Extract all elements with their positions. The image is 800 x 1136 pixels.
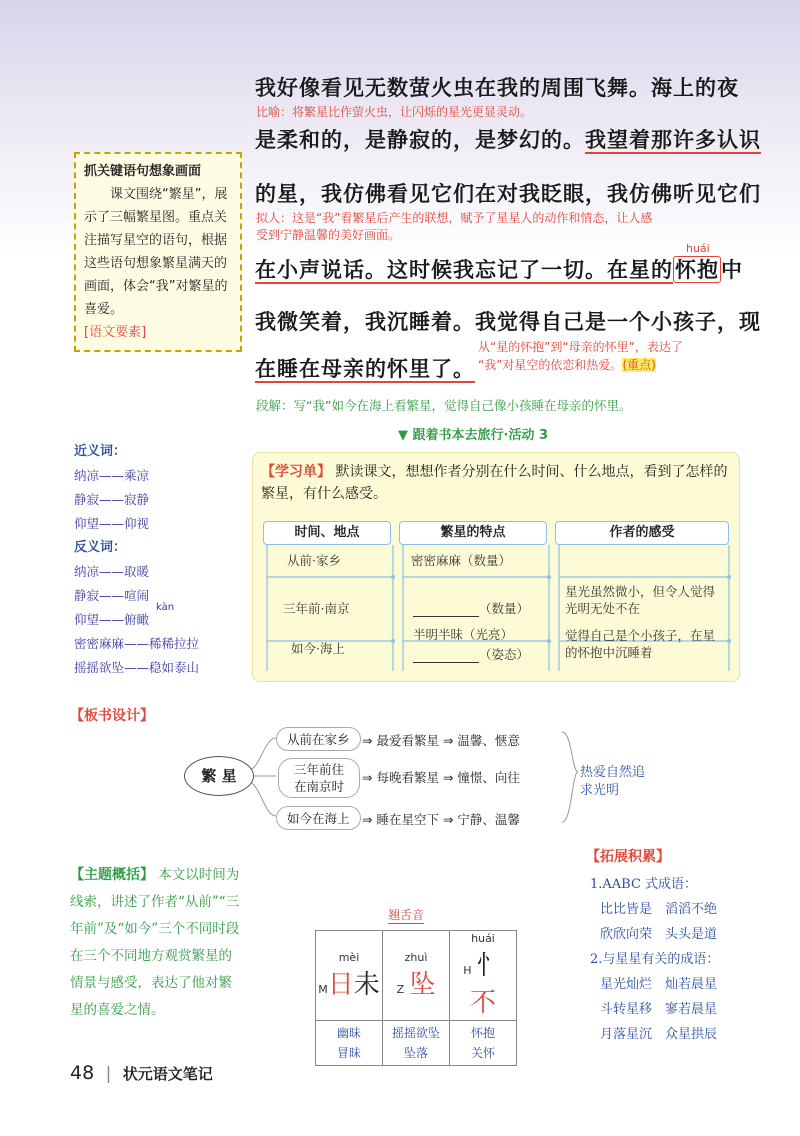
page-number: 48: [70, 1062, 95, 1084]
passage-line-3: 的星，我仿佛看见它们在对我眨眼，我仿佛听见它们: [255, 181, 761, 206]
expand-heading-2: 2.与星星有关的成语：: [590, 952, 720, 967]
idiom-row: [590, 997, 770, 1022]
pron-word: 幽昧: [336, 1026, 361, 1040]
column-header-feature: 繁星的特点: [399, 521, 547, 545]
summary-text: 本文以时间为线索，讲述了作者“从前”“三年前”及“如今”三个不同时段在三个不同地方观赏繁星的情景与感受，表达了他对繁星的喜爱之情。: [70, 867, 240, 1018]
passage-line-1: 我好像看见无数萤火虫在我的周围飞舞。海上的夜: [255, 75, 739, 100]
board-row-a: 从前在家乡: [276, 727, 361, 751]
pron-char-b: 不: [469, 988, 496, 1018]
antonym-item: 纳凉——取暖: [74, 564, 150, 579]
passage-line-6: [255, 353, 475, 383]
pron-word: 坠落: [403, 1046, 428, 1060]
passage-line-6-text: 在睡在母亲的怀里了。: [255, 356, 475, 381]
study-sheet: [252, 452, 740, 682]
row-time: 如今·海上: [291, 641, 345, 656]
sidebar-tag: [语文要素]: [84, 325, 147, 340]
antonym-item-row: [74, 602, 244, 632]
study-label: 【学习单】: [261, 464, 331, 480]
board-conclusion: 热爱自然追求光明: [580, 765, 646, 798]
pron-letter: Z: [396, 982, 405, 996]
passage-line-4: [255, 254, 743, 284]
passage-line-5: 我微笑着，我沉睡着。我觉得自己是一个小孩子，现: [255, 309, 761, 334]
synonym-title: 近义词：: [74, 444, 127, 459]
idiom-item: 欣欣向荣: [600, 927, 653, 942]
row-time: 三年前·南京: [283, 601, 350, 616]
pron-words-cell: [450, 1021, 517, 1066]
idiom-row: [590, 922, 770, 947]
board-row-a: 如今在海上: [276, 806, 361, 830]
study-instruction: 默读课文，想想作者分别在什么时间、什么地点，看到了怎样的繁星，有什么感受。: [261, 464, 728, 502]
travel-title-text: 跟着书本去旅行·活动 3: [412, 428, 549, 443]
expand-label: 【拓展积累】: [586, 849, 670, 865]
pron-cell: [383, 931, 450, 1021]
annotation-key-1: 从“星的怀抱”到“母亲的怀里”，表达了: [478, 340, 683, 354]
word-huaibao: 怀抱: [675, 257, 719, 282]
passage-line-4c: 中: [721, 257, 743, 282]
idiom-item: 寥若晨星: [665, 1002, 718, 1017]
row-feature: 半明半昧（光亮）: [413, 627, 514, 642]
board-row-c: 温馨、惬意: [457, 733, 520, 748]
board-row-c: 宁静、温馨: [457, 812, 520, 827]
footer-divider: |: [105, 1064, 112, 1084]
synonym-item: 纳凉——乘凉: [74, 468, 150, 483]
sidebar-body: 课文围绕“繁星”，展示了三幅繁星图。重点关注描写星空的语句，根据这些语句想象繁星满天的画面，体会“我”对繁星的喜爱。: [84, 187, 228, 317]
pron-char-a: 日: [327, 969, 354, 1000]
theme-summary: [70, 862, 240, 1024]
antonym-item: 仰望——俯瞰: [74, 612, 150, 627]
pron-char-b: 坠: [409, 969, 436, 1000]
pron-word: 摇摇欲坠: [391, 1026, 440, 1040]
column-header-feeling: 作者的感受: [555, 521, 729, 545]
travel-activity-title: [398, 424, 548, 443]
summary-label: 【主题概括】: [70, 867, 154, 883]
row-feeling: 觉得自己是个小孩子，在星的怀抱中沉睡着: [565, 628, 716, 660]
triangle-icon: ▼: [398, 428, 413, 443]
row-feature: [413, 599, 529, 617]
pron-char-a: 忄: [476, 951, 503, 981]
pron-words-cell: [316, 1021, 383, 1066]
idiom-item: 月落星沉: [600, 1027, 653, 1042]
idiom-row: [590, 1022, 770, 1047]
row-feature: [413, 645, 529, 663]
antonym-title: 反义词：: [74, 540, 127, 555]
paragraph-note: 段解：写“我”如今在海上看繁星，觉得自己像小孩睡在母亲的怀里。: [256, 398, 632, 413]
pron-char-b: 未: [353, 969, 380, 1000]
idiom-item: 滔滔不绝: [665, 902, 718, 917]
annotation-key-2: [478, 356, 656, 373]
row-feeling: 星光虽然微小，但令人觉得光明无处不在: [565, 584, 716, 616]
row-feature: 密密麻麻（数量）: [411, 553, 512, 568]
pron-table: [315, 930, 517, 1066]
annotation-metaphor: 比喻：将繁星比作萤火虫，让闪烁的星光更显灵动。: [256, 105, 533, 119]
word-list: [74, 440, 244, 680]
pron-pinyin: huái: [471, 932, 495, 945]
synonym-item: 静寂——寂静: [74, 492, 150, 507]
pron-words-cell: [383, 1021, 450, 1066]
study-instruction-block: [261, 461, 731, 505]
board-row-a: 三年前住在南京时: [278, 758, 360, 798]
antonym-item: 静寂——喧闹: [74, 588, 150, 603]
board-row-arrow: ⇒ 睡在星空下 ⇒ 宁静、温馨: [362, 812, 520, 827]
page-footer: [70, 1062, 213, 1084]
idiom-item: 头头是道: [665, 927, 718, 942]
idiom-item: 斗转星移: [600, 1002, 653, 1017]
sidebar-key-sentences: [74, 152, 242, 352]
board-label: 【板书设计】: [70, 708, 154, 724]
pron-letter: M: [318, 982, 328, 996]
fill-blank[interactable]: [413, 604, 479, 617]
board-center-node: 繁 星: [184, 756, 254, 796]
idiom-row: [590, 972, 770, 997]
annotation-personification-1: 拟人：这是“我”看繁星后产生的联想，赋予了星星人的动作和情态，让人感: [256, 211, 653, 225]
idiom-item: 比比皆是: [600, 902, 653, 917]
row-feature-text: （姿态）: [479, 647, 530, 662]
row-feature-text: （数量）: [479, 601, 530, 616]
synonym-item: 仰望——仰视: [74, 516, 150, 531]
annotation-personification-2: 受到宁静温馨的美好画面。: [256, 228, 401, 242]
fill-blank[interactable]: [413, 650, 479, 663]
pron-cell: [450, 931, 517, 1021]
pron-pinyin: mèi: [338, 950, 360, 964]
board-row-arrow: ⇒ 每晚看繁星 ⇒ 憧憬、向往: [362, 770, 520, 785]
pinyin-kan: kàn: [156, 602, 175, 613]
board-row-b: 睡在星空下: [376, 812, 439, 827]
sidebar-title: 抓关键语句想象画面: [84, 164, 202, 179]
expand-block: [590, 872, 770, 1047]
pron-cell: [316, 931, 383, 1021]
passage-line-2b: 我望着那许多认识: [585, 127, 761, 152]
passage-line-2: [255, 124, 761, 154]
pinyin-huai: huái: [686, 242, 710, 255]
pron-word: 怀抱: [470, 1026, 495, 1040]
column-header-time: 时间、地点: [263, 521, 391, 545]
pron-word: 关怀: [470, 1046, 495, 1060]
pron-letter: H: [463, 964, 472, 977]
passage-line-4a: 在小声说话。这时候我忘记了一切。在星的: [255, 257, 673, 282]
board-row-b: 每晚看繁星: [376, 770, 439, 785]
expand-heading-1: 1.AABC 式成语：: [590, 877, 698, 892]
antonym-item: 密密麻麻——稀稀拉拉: [74, 636, 200, 651]
idiom-item: 星光灿烂: [600, 977, 653, 992]
board-row-b: 最爱看繁星: [376, 733, 439, 748]
annotation-key-2-text: “我”对星空的依恋和热爱。: [478, 358, 623, 372]
antonym-item: 摇摇欲坠——稳如泰山: [74, 660, 200, 675]
pron-title: 翘舌音: [388, 908, 425, 922]
footer-title: 状元语文笔记: [122, 1065, 213, 1083]
board-row-c: 憧憬、向往: [457, 770, 520, 785]
idiom-item: 众星拱辰: [665, 1027, 718, 1042]
passage-line-2a: 是柔和的，是静寂的，是梦幻的。: [255, 127, 585, 152]
board-row-arrow: ⇒ 最爱看繁星 ⇒ 温馨、惬意: [362, 733, 520, 748]
pron-pinyin: zhuì: [404, 950, 428, 964]
idiom-item: 灿若晨星: [665, 977, 718, 992]
key-point-tag: (重点): [622, 358, 656, 372]
row-time: 从前·家乡: [287, 553, 341, 568]
idiom-row: [590, 897, 770, 922]
pron-word: 冒昧: [336, 1046, 361, 1060]
